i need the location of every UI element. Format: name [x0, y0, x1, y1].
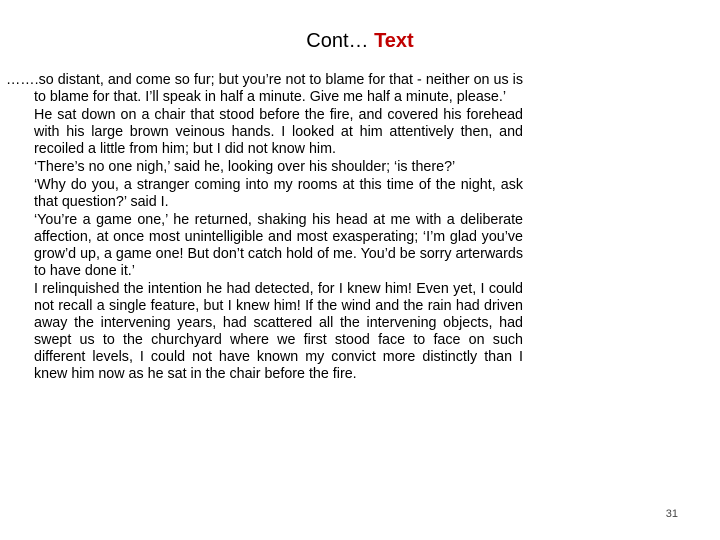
page-number: 31 — [665, 508, 678, 520]
paragraph-6: I relinquished the intention he had detected, for I knew him! Even yet, I could not recall a single feature, but I knew him! If the wind and the rain had driven away the intervening years, had scattered all the intervening objects, had swept us to the churchyard where we first stood face to face on such different levels, I could not have known my convict more distinctly than I knew him now as he sat in the chair before the fire. — [34, 281, 523, 382]
slide-title-prefix: Cont… — [306, 30, 375, 52]
paragraph-3: ‘There’s no one nigh,’ said he, looking over his shoulder; ‘is there?’ — [34, 159, 456, 175]
paragraph-4: ‘Why do you, a stranger coming into my rooms at this time of the night, ask that question?’ said I. — [34, 177, 523, 210]
slide-title — [0, 28, 720, 54]
paragraph-5: ‘You’re a game one,’ he returned, shaking his head at me with a deliberate affection, at once most unintelligible and most exasperating; ‘I’m glad you’ve grow’d up, a game one! But don’t catch hold of me. You’d be sorry arterwards to have done it.’ — [34, 212, 523, 279]
paragraph-2: He sat down on a chair that stood before the fire, and covered his forehead with his large brown veinous hands. I looked at him attentively then, and recoiled a little from him; but I did not know him. — [34, 107, 523, 157]
body-text — [6, 72, 523, 384]
paragraph-1: …….so distant, and come so fur; but you’re not to blame for that - neither on us is to blame for that. I’ll speak in half a minute. Give me half a minute, please.’ — [6, 72, 523, 105]
slide-title-accent: Text — [374, 30, 414, 52]
